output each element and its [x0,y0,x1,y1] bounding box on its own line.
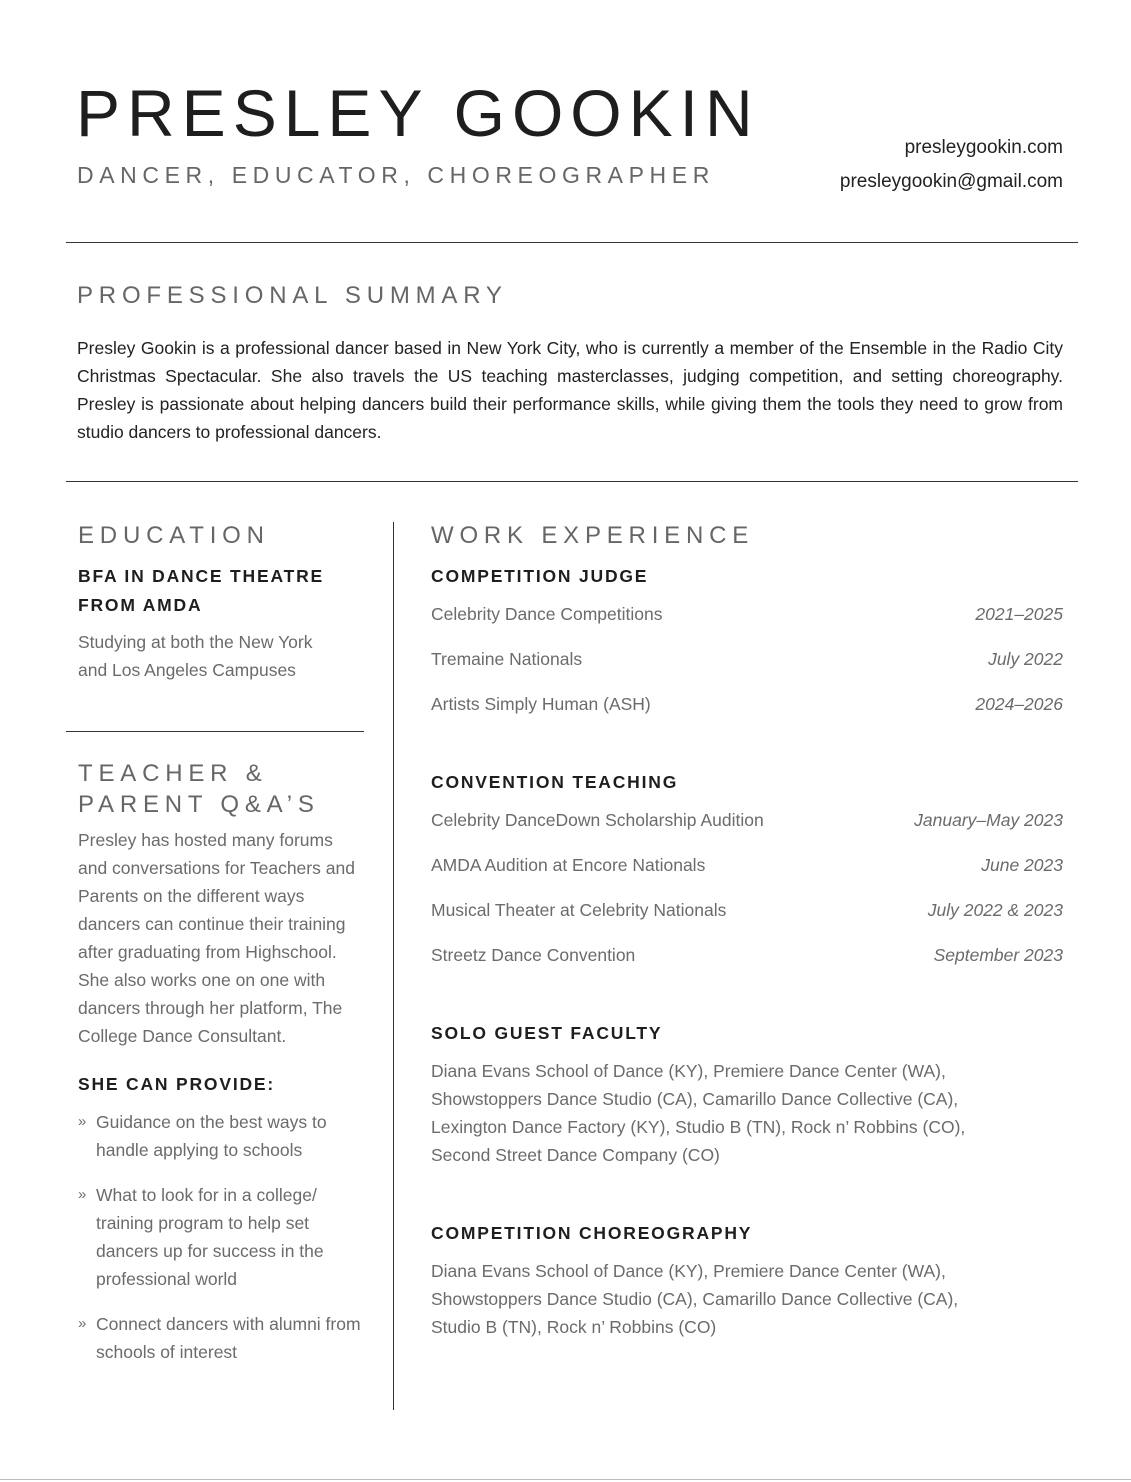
education-divider [66,731,364,732]
education-details: Studying at both the New York and Los Angeles Campuses [78,632,313,680]
website-link[interactable]: presleygookin.com [904,137,1063,158]
work-row [431,690,1063,735]
work-date: 2021–2025 [975,604,1063,624]
choreo-heading: COMPETITION CHOREOGRAPHY [431,1223,753,1243]
resume-name: PRESLEY GOOKIN [76,76,760,150]
solo-line: Lexington Dance Factory (KY), Studio B (TN), Rock n’ Robbins (CO), [431,1117,966,1137]
judge-heading: COMPETITION JUDGE [431,566,649,586]
qa-body: Presley has hosted many forums and conversations for Teachers and Parents on the different ways dancers can continue their training after graduating from Highschool. She also works one on one with dancers through her platform, The College Dance Consultant. [78,830,355,1046]
bullet-marker: » [78,1186,87,1203]
solo-studios [431,1057,965,1169]
summary-heading: PROFESSIONAL SUMMARY [77,282,508,309]
column-divider [393,522,394,1410]
work-name: Musical Theater at Celebrity Nationals [431,900,727,920]
work-date: September 2023 [933,945,1063,965]
resume-tagline: DANCER, EDUCATOR, CHOREOGRAPHER [77,162,715,188]
page-bottom-border [0,1479,1131,1480]
provide-heading: SHE CAN PROVIDE: [78,1074,276,1094]
work-date: 2024–2026 [975,694,1063,714]
qa-heading-line-2: PARENT Q&A’S [78,791,320,818]
work-row [431,645,1063,690]
work-date: July 2022 & 2023 [927,900,1063,920]
list-item: » Connect dancers with alumni from schools of interest [78,1310,368,1366]
work-name: Celebrity DanceDown Scholarship Audition [431,810,764,830]
work-date: July 2022 [988,649,1063,669]
bullet-marker: » [78,1113,87,1130]
work-name: Tremaine Nationals [431,649,583,669]
degree-title [78,562,324,620]
list-item: » Guidance on the best ways to handle applying to schools [78,1108,368,1164]
choreo-line: Studio B (TN), Rock n’ Robbins (CO) [431,1317,717,1337]
work-row [431,851,1063,896]
work-date: January–May 2023 [914,810,1063,830]
work-heading: WORK EXPERIENCE [431,522,755,549]
choreo-studios [431,1257,958,1341]
qa-heading [78,762,320,817]
convention-heading: CONVENTION TEACHING [431,772,679,792]
choreo-line: Diana Evans School of Dance (KY), Premiere Dance Center (WA), [431,1261,946,1281]
work-row [431,941,1063,986]
work-date: June 2023 [981,855,1063,875]
work-name: Celebrity Dance Competitions [431,604,663,624]
work-name: AMDA Audition at Encore Nationals [431,855,706,875]
solo-line: Diana Evans School of Dance (KY), Premiere Dance Center (WA), [431,1061,946,1081]
judge-list [431,600,1063,735]
education-heading: EDUCATION [78,522,270,549]
summary-divider [66,481,1078,482]
degree-line-1: BFA IN DANCE THEATRE [78,566,324,586]
work-row [431,806,1063,851]
choreo-line: Showstoppers Dance Studio (CA), Camarillo Dance Collective (CA), [431,1289,959,1309]
email-link[interactable]: presleygookin@gmail.com [839,171,1063,192]
convention-list [431,806,1063,986]
solo-line: Showstoppers Dance Studio (CA), Camarillo Dance Collective (CA), [431,1089,959,1109]
provide-list [78,1108,368,1383]
header-divider [66,242,1078,243]
bullet-marker: » [78,1315,87,1332]
work-row [431,600,1063,645]
work-name: Streetz Dance Convention [431,945,636,965]
summary-text: Presley Gookin is a professional dancer based in New York City, who is currently a member of the Ensemble in the Radio City Christmas Spectacular. She also travels the US teaching masterclasses, judging competition, and setting choreography. Presley is passionate about helping dancers build their performance skills, while giving them the tools they need to grow from studio dancers to professional dancers. [77,338,1063,442]
solo-line: Second Street Dance Company (CO) [431,1145,720,1165]
work-row [431,896,1063,941]
work-name: Artists Simply Human (ASH) [431,694,651,714]
contact-block [840,131,1063,199]
degree-line-2: FROM AMDA [78,595,203,615]
qa-heading-line-1: TEACHER & [78,760,268,787]
solo-heading: SOLO GUEST FACULTY [431,1023,663,1043]
list-item: » What to look for in a college/ training program to help set dancers up for success in the professional world [78,1181,368,1293]
